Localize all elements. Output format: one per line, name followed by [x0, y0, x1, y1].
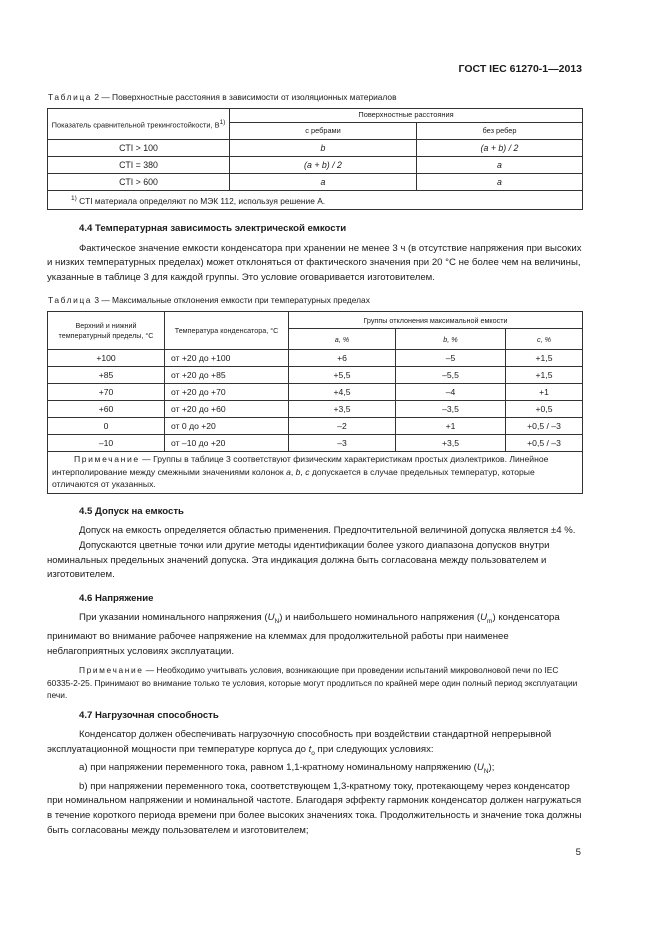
- table3-h-limits: Верхний и нижний температурный пределы, °С: [48, 312, 165, 350]
- table3-note: Примечание — Группы в таблице 3 соответствуют физическим характеристикам простых диэлектриков. Линейное интерполирование между смежными значениями колонок a, b, c допускается в случае предельных температур, которые отличаются от указанных.: [48, 452, 583, 494]
- table-row: CTI > 100 b (a + b) / 2: [48, 140, 583, 157]
- section-4-4-title: 4.4 Температурная зависимость электрической емкости: [79, 223, 347, 234]
- table-row: +70 от +20 до +70 +4,5 –4 +1: [48, 384, 583, 401]
- table-row: –10 от –10 до +20 –3 +3,5 +0,5 / –3: [48, 435, 583, 452]
- table3: Верхний и нижний температурный пределы, °С Температура конденсатора, °С Группы отклонения максимальной емкости a, % b, % c, % +100 от +20 до +100 +6 –5 +1,5 +85 от +20 до +85 +5,5 –5,5 +1,5 +70 от +20 до +70 +4,5 –4 +1 +60 от +20 до +60 +3,5 –3,5 +0,5 0 от 0 до +20 –2 +1 +0,5 / –3 –10 от –10 до +20 –3 +3,5 +0,5 / –3 Примечание — Группы в таблице 3 соответствуют физическим характеристикам простых диэлектриков. Линейное интерполирование между смежными значениями колонок a, b, c допускается в случае предельных температур, которые отличаются от указанных.: [47, 311, 583, 494]
- section-4-6-title: 4.6 Напряжение: [79, 592, 154, 604]
- table-row: +85 от +20 до +85 +5,5 –5,5 +1,5: [48, 367, 583, 384]
- table-row: CTI = 380 (a + b) / 2 a: [48, 157, 583, 174]
- table2-sub1: с ребрами: [230, 123, 417, 140]
- section-4-5-p2: Допускаются цветные точки или другие методы идентификации более узкого диапазона допусков внутри номинальных предельных значений допуска. Эта индикация должна быть согласована между пользователем и изготовителем.: [47, 540, 550, 581]
- table-row: +100 от +20 до +100 +6 –5 +1,5: [48, 350, 583, 367]
- table2-sub2: без ребер: [417, 123, 583, 140]
- table2-caption: Таблица 2 — Поверхностные расстояния в зависимости от изоляционных материалов: [48, 92, 397, 102]
- table3-h-temp: Температура конденсатора, °С: [165, 312, 289, 350]
- table3-h-groups: Группы отклонения максимальной емкости: [289, 312, 583, 329]
- document-id-header: ГОСТ IEC 61270-1—2013: [458, 63, 582, 75]
- table2-group-header: Поверхностные расстояния: [230, 109, 583, 123]
- table-row: CTI > 600 a a: [48, 174, 583, 191]
- section-4-6-p1: При указании номинального напряжения $(U_N)$ и наибольшего номинального напряжения $(U_m)$ конденсатора принимают во внимание рабочее напряжение на клеммах для продолжительной работы при наименее неблагоприятных условиях эксплуатации.: [47, 612, 560, 657]
- section-4-6-note: Примечание — Необходимо учитывать условия, возникающие при проведении испытаний микроволновой печи по IEC 60335-2-25. Принимают во внимание только те условия, которые могут продлиться по крайней мере один полный период эксплуатации печи.: [47, 665, 578, 701]
- page-number: 5: [575, 847, 581, 858]
- section-4-4-text: Фактическое значение емкости конденсатора при хранении не менее 3 ч (в отсутствие напряжения при высоких и низких температурных пределах) может отклоняться от фактического значения при 20 °С не более чем на величины, указанные в таблице 3 для каждой группы. Это условие оговаривается изготовителем.: [47, 242, 582, 283]
- table2: [47, 108, 583, 210]
- table-row: 0 от 0 до +20 –2 +1 +0,5 / –3: [48, 418, 583, 435]
- table2-footnote: $^{1)}$ CTI материала определяют по МЭК 112, используя решение А.: [48, 191, 583, 210]
- section-4-5-p1: Допуск на емкость определяется областью применения. Предпочтительной величиной допуска является ±4 %.: [79, 525, 576, 537]
- section-4-7-item-a: а) при напряжении переменного тока, равном 1,1-кратному номинальному напряжению $(U_N)$;: [79, 762, 495, 776]
- table3-caption: Таблица 3 — Максимальные отклонения емкости при температурных пределах: [48, 295, 370, 306]
- table-row: +60 от +20 до +60 +3,5 –3,5 +0,5: [48, 401, 583, 418]
- section-4-7-item-b: b) при напряжении переменного тока, соответствующем 1,3-кратному току, протекающему через конденсатор при номинальном напряжении и номинальной частоте. Благодаря эффекту гармоник конденсатор должен нагружаться в течение короткого периода времени при более высоких значениях тока. Продолжительность и значение тока должны быть согласованы между пользователем и изготовителем;: [47, 780, 582, 836]
- section-4-5-title: 4.5 Допуск на емкость: [79, 505, 184, 517]
- section-4-7-p1: Конденсатор должен обеспечивать нагрузочную способность при воздействии стандартной непрерывной эксплуатационной мощности при температуре корпуса до $t_o$ при следующих условиях:: [47, 729, 552, 757]
- page-content: [47, 92, 583, 838]
- table2-col1-header: Показатель сравнительной трекингостойкости, $В^{1)}$: [48, 109, 230, 140]
- section-4-7-title: 4.7 Нагрузочная способность: [79, 709, 219, 721]
